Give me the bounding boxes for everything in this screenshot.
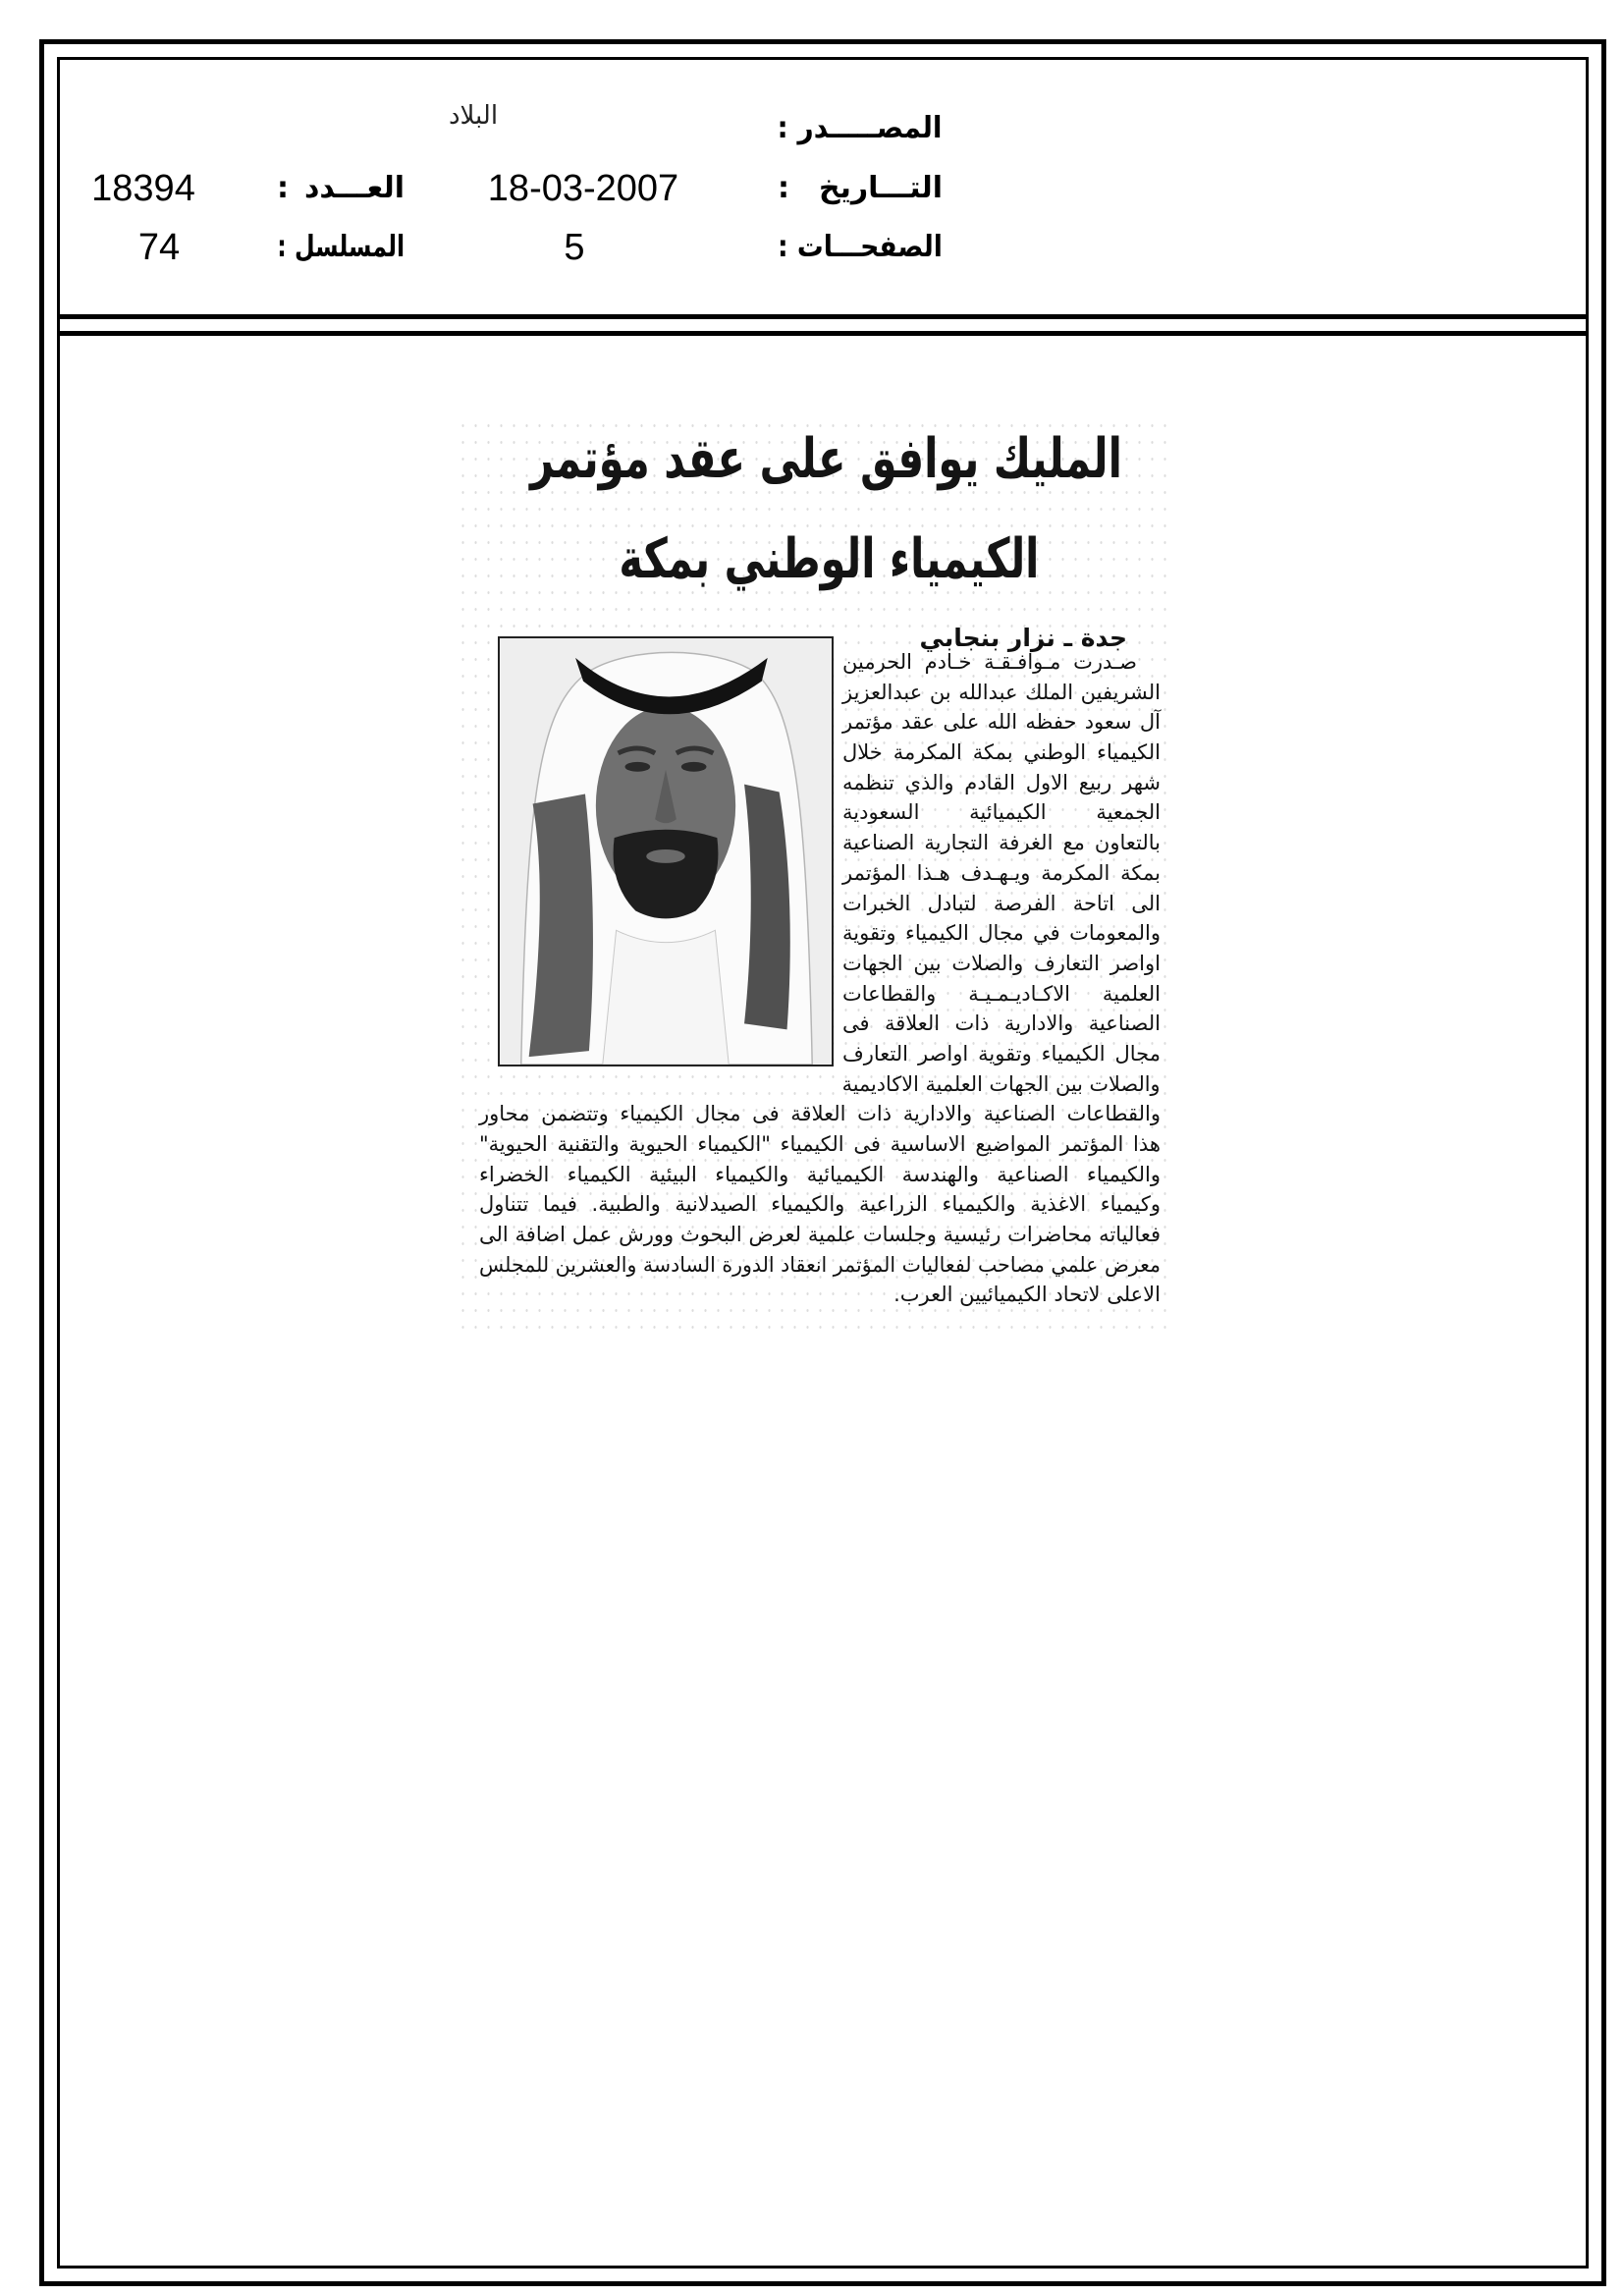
body-line-text: العلمية الاكـاديـمـيـة والقطاعات <box>842 981 1161 1006</box>
date-value: 18-03-2007 <box>487 168 679 209</box>
body-line <box>479 1220 1161 1250</box>
body-line-text: والكيمياء الصناعية والهندسة الكيميائية والكيمياء البيئية الكيمياء الخضراء <box>479 1162 1161 1186</box>
body-line <box>842 858 1161 889</box>
body-line-text: شهر ربيع الاول القادم والذي تنظمه <box>842 770 1161 794</box>
body-line-text: الشريفين الملك عبدالله بن عبدالعزيز <box>842 680 1161 704</box>
body-line-text: معرض علمي مصاحب لفعاليات المؤتمر انعقاد الدورة السادسة والعشرين للمجلس <box>479 1252 1161 1277</box>
pages-value: 5 <box>564 227 585 268</box>
headline-line-2 <box>619 520 1039 599</box>
date-label <box>778 167 943 210</box>
body-line-text: والمعومات في مجال الكيمياء وتقوية <box>842 921 1161 946</box>
source-label <box>778 107 943 150</box>
body-line <box>479 1160 1161 1190</box>
body-line <box>479 1189 1161 1220</box>
issue-number-label <box>277 167 405 210</box>
headline-line-1 <box>530 420 1122 499</box>
serial-label-text: المسلسل : <box>277 230 405 264</box>
body-line-text: مجال الكيمياء وتقوية اواصر التعارف <box>842 1041 1161 1066</box>
byline: جدة ـ نزار بنجابي <box>919 624 1127 652</box>
body-line <box>479 1099 1161 1129</box>
body-line-text: الى اتاحة الفرصة لتبادل الخبرات <box>842 891 1161 915</box>
body-line <box>842 918 1161 949</box>
pages-label-text: الصفحـــات : <box>778 230 943 264</box>
body-line-text: هذا المؤتمر المواضيع الاساسية فى الكيمياء "الكيمياء الحيوية والتقنية الحيوية" <box>479 1132 1161 1156</box>
body-line <box>842 1069 1161 1100</box>
body-line <box>842 647 1137 678</box>
body-line <box>842 797 1161 828</box>
body-line <box>479 1250 1161 1281</box>
body-line-text: الاعلى لاتحاد الكيميائيين العرب. <box>893 1283 1161 1307</box>
body-line <box>842 949 1161 979</box>
header-divider-top <box>57 314 1589 319</box>
headline-line-1-text: المليك يوافق على عقد مؤتمر <box>530 427 1122 491</box>
body-line-text: وكيمياء الاغذية والكيمياء الزراعية والكيمياء الصيدلانية والطبية. فيما تتناول <box>479 1192 1161 1217</box>
body-line-text: بمكة المكرمة ويـهـدف هـذا المؤتمر <box>842 860 1161 885</box>
body-line-text: والصلات بين الجهات العلمية الاكاديمية <box>842 1071 1161 1096</box>
body-line <box>479 1129 1161 1160</box>
body-line <box>842 707 1161 738</box>
body-line-text: والقطاعات الصناعية والادارية ذات العلاقة فى مجال الكيمياء وتتضمن محاور <box>479 1102 1161 1126</box>
header-divider-bottom <box>57 331 1589 336</box>
body-line-text: فعالياته محاضرات رئيسية وجلسات علمية لعرض البحوث وورش عمل اضافة الى <box>479 1223 1161 1247</box>
body-line-text: الصناعية والادارية ذات العلاقة فى <box>842 1011 1161 1036</box>
body-line-text: صـدرت مـوافـقـة خـادم الحرمين <box>842 650 1137 674</box>
body-line <box>842 979 1161 1010</box>
body-line <box>842 828 1161 858</box>
pages-label <box>778 226 943 269</box>
body-line <box>842 1009 1161 1039</box>
body-line <box>842 768 1161 798</box>
date-label-text: التـــاريخ : <box>778 171 943 205</box>
body-line <box>842 678 1161 708</box>
body-line-text: بالتعاون مع الغرفة التجارية الصناعية <box>842 831 1161 855</box>
issue-number-value: 18394 <box>91 168 195 209</box>
headline-line-2-text: الكيمياء الوطني بمكة <box>619 527 1039 591</box>
issue-number-label-text: العـــدد : <box>277 171 405 205</box>
article-body <box>479 647 1161 1310</box>
body-line <box>842 738 1161 768</box>
body-line <box>842 889 1161 919</box>
serial-value: 74 <box>137 227 181 268</box>
body-line-text: الجمعية الكيميائية السعودية <box>842 800 1161 825</box>
source-label-text: المصـــــدر : <box>778 111 943 145</box>
body-line <box>842 1039 1161 1069</box>
source-value: البلاد <box>448 101 499 131</box>
body-line-text: الكيمياء الوطني بمكة المكرمة خلال <box>842 740 1161 765</box>
body-line-text: آل سعود حفظه الله على عقد مؤتمر <box>842 710 1161 735</box>
body-line-text: اواصر التعارف والصلات بين الجهات <box>842 951 1161 975</box>
body-line-last <box>479 1280 1161 1310</box>
serial-label <box>277 226 405 269</box>
